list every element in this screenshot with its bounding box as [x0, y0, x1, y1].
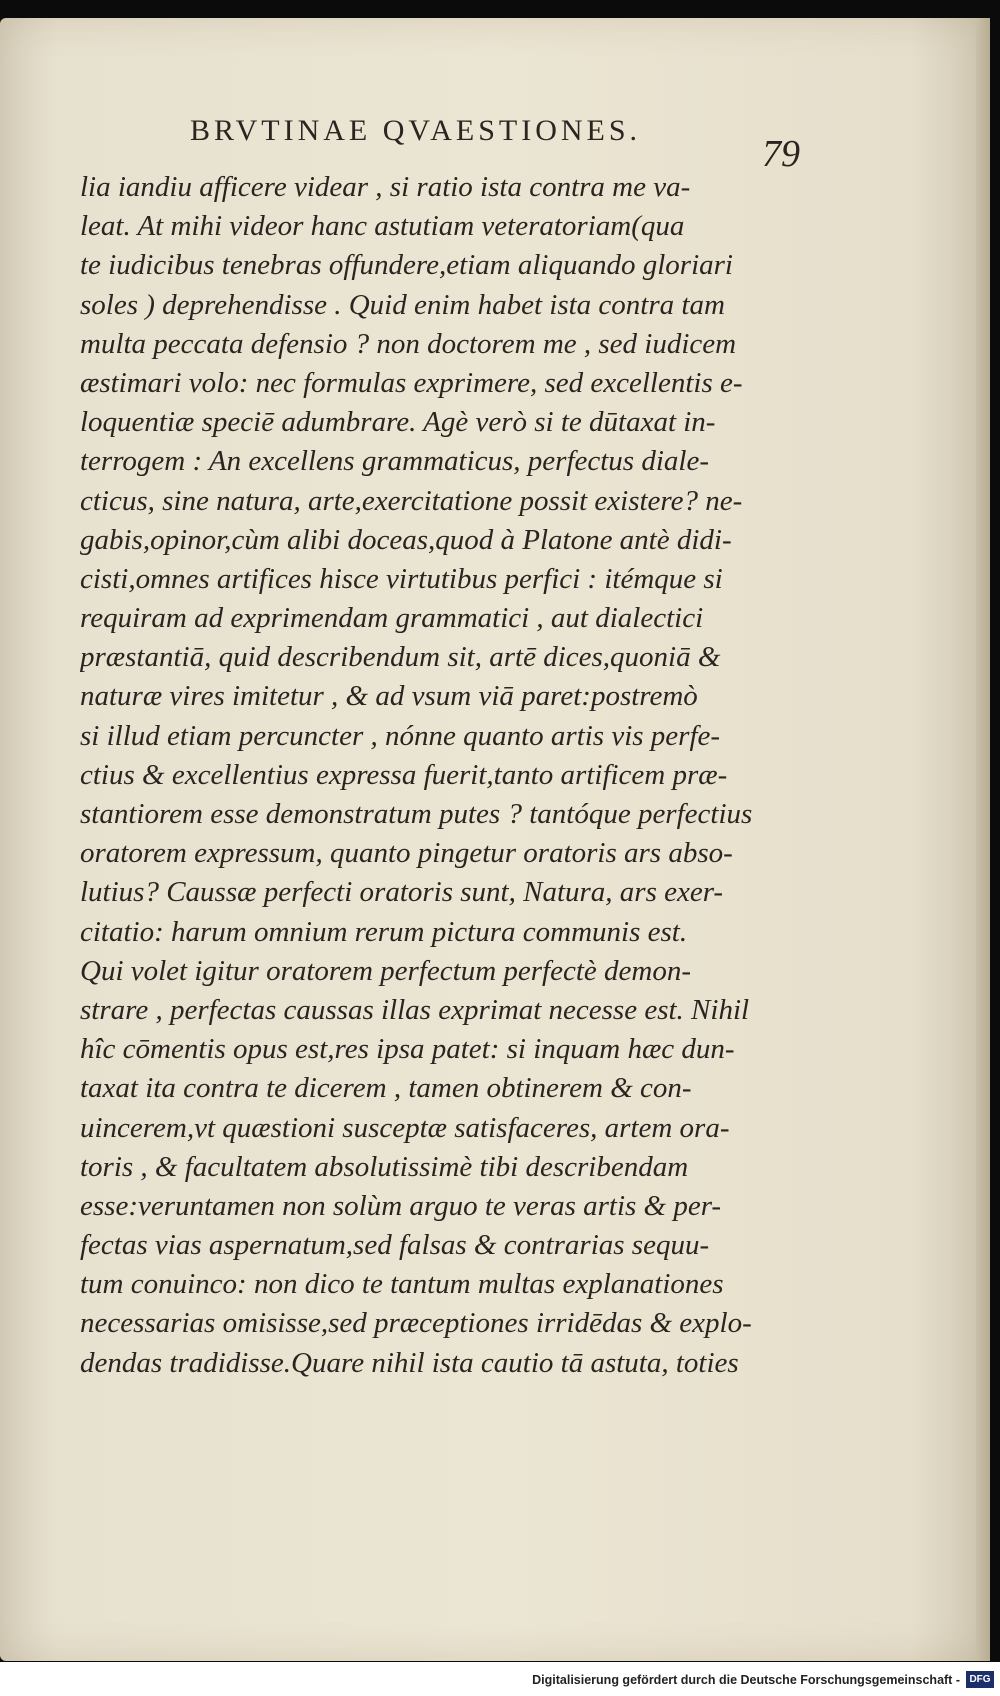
text-line: Qui volet igitur oratorem perfectum perfectè demon-: [80, 954, 691, 987]
text-line: stantiorem esse demonstratum putes ? tantóque perfectius: [80, 798, 753, 830]
body-text: [80, 168, 800, 1383]
text-line: dendas tradidisse.Quare nihil ista cautio tā astuta, toties: [80, 1346, 739, 1379]
text-line: hîc cōmentis opus est,res ipsa patet: si inquam hæc dun-: [80, 1033, 735, 1066]
text-line: fectas vias aspernatum,sed falsas & contrarias sequu-: [80, 1229, 710, 1262]
text-line: præstantiā, quid describendum sit, artē dices,quoniā &: [80, 641, 721, 674]
text-line: tum conuinco: non dico te tantum multas explanationes: [80, 1268, 724, 1301]
text-line: taxat ita contra te dicerem , tamen obtinerem & con-: [80, 1072, 692, 1105]
text-line: uincerem,vt quæstioni susceptæ satisfaceres, artem ora-: [80, 1111, 730, 1144]
text-line: gabis,opinor,cùm alibi doceas,quod à Platone antè didi-: [80, 523, 732, 556]
funding-credit: Digitalisierung gefördert durch die Deutsche Forschungsgemeinschaft -: [532, 1673, 960, 1687]
page-number: 79: [762, 133, 800, 175]
running-title: BRVTINAE QVAESTIONES.: [190, 114, 642, 147]
text-line: toris , & facultatem absolutissimè tibi describendam: [80, 1150, 689, 1183]
text-line: cticus, sine natura, arte,exercitatione possit existere? ne-: [80, 484, 743, 517]
footer-bar: [0, 1662, 1000, 1696]
text-line: necessarias omisisse,sed præceptiones irridēdas & explo-: [80, 1307, 752, 1340]
text-line: leat. At mihi videor hanc astutiam veteratoriam(qua: [80, 210, 685, 243]
dfg-logo-icon: DFG: [966, 1671, 994, 1688]
text-line: lutius? Caussæ perfecti oratoris sunt, Natura, ars exer-: [80, 876, 724, 909]
text-line: multa peccata defensio ? non doctorem me , sed iudicem: [80, 327, 737, 360]
text-line: æstimari volo: nec formulas exprimere, sed excellentis e-: [80, 366, 743, 399]
text-line: cisti,omnes artifices hisce virtutibus perfici : itémque si: [80, 562, 723, 595]
text-line: terrogem : An excellens grammaticus, perfectus diale-: [80, 445, 709, 478]
text-line: si illud etiam percuncter , nónne quanto artis vis perfe-: [80, 719, 721, 752]
page-edge: [976, 18, 990, 1661]
text-line: naturæ vires imitetur , & ad vsum viā paret:postremò: [80, 680, 698, 713]
text-line: requiram ad exprimendam grammatici , aut dialectici: [80, 602, 704, 635]
text-line: strare , perfectas caussas illas exprimat necesse est. Nihil: [80, 993, 750, 1026]
text-line: esse:veruntamen non solùm arguo te veras artis & per-: [80, 1189, 722, 1222]
text-line: soles ) deprehendisse . Quid enim habet ista contra tam: [80, 288, 725, 321]
text-line: te iudicibus tenebras offundere,etiam aliquando gloriari: [80, 249, 733, 282]
text-line: citatio: harum omnium rerum pictura communis est.: [80, 915, 688, 948]
text-line: oratorem expressum, quanto pingetur oratoris ars abso-: [80, 837, 733, 870]
text-line: lia iandiu afficere videar , si ratio ista contra me va-: [80, 171, 691, 203]
text-line: loquentiæ speciē adumbrare. Agè verò si te dūtaxat in-: [80, 406, 716, 439]
text-line: ctius & excellentius expressa fuerit,tanto artificem præ-: [80, 758, 728, 791]
